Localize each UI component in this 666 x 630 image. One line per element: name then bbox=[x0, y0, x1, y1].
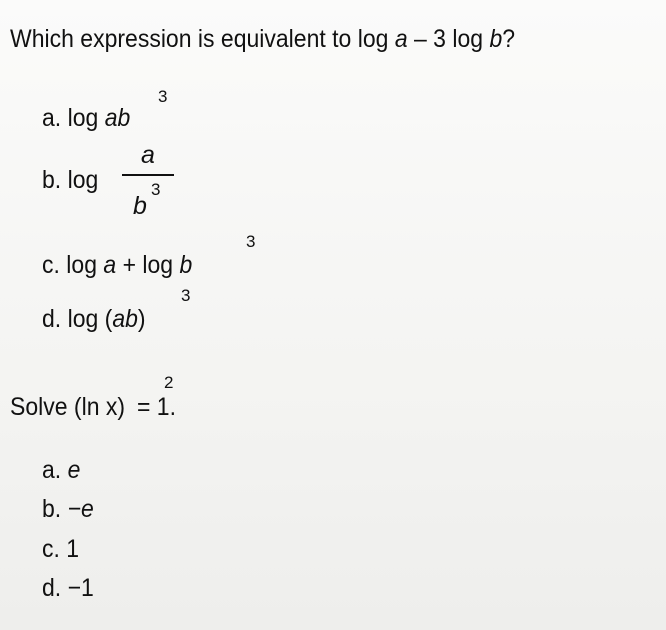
q2-prompt-text: Solve (ln x) bbox=[10, 393, 126, 421]
q1-prompt-text: Which expression is equivalent to log bbox=[10, 25, 395, 53]
q2-option-c bbox=[42, 534, 79, 564]
option-value: −e bbox=[67, 495, 94, 523]
q1-var-b: b bbox=[489, 25, 503, 53]
q1-var-a: a bbox=[394, 25, 408, 53]
option-letter: d. bbox=[42, 305, 62, 333]
log-plus-text: + log bbox=[116, 251, 180, 279]
option-var-b: b bbox=[179, 251, 193, 279]
option-value: 1 bbox=[66, 535, 80, 563]
exponent: 3 bbox=[181, 286, 191, 305]
option-letter: d. bbox=[42, 574, 62, 602]
fraction-denominator: b bbox=[133, 192, 147, 220]
log-text: log bbox=[66, 251, 104, 279]
option-letter: a. bbox=[42, 456, 62, 484]
exponent: 3 bbox=[246, 232, 256, 251]
question-2-prompt bbox=[10, 392, 176, 422]
q2-option-a bbox=[42, 455, 80, 485]
fraction-bar bbox=[122, 174, 174, 176]
option-expression: ab bbox=[104, 104, 131, 132]
option-letter: a. bbox=[42, 104, 62, 132]
q2-option-d bbox=[42, 573, 94, 603]
q1-minus-text: – 3 log bbox=[407, 25, 490, 53]
q1-question-mark: ? bbox=[502, 25, 516, 53]
q1-option-d bbox=[42, 304, 146, 334]
option-letter: c. bbox=[42, 251, 60, 279]
exponent: 2 bbox=[164, 373, 174, 392]
option-letter: b. bbox=[42, 166, 62, 194]
log-text: log ( bbox=[67, 305, 113, 333]
log-text: log bbox=[67, 166, 99, 194]
close-paren: ) bbox=[137, 305, 146, 333]
q1-option-c bbox=[42, 250, 192, 280]
log-text: log bbox=[67, 104, 99, 132]
q1-option-b bbox=[42, 165, 98, 195]
option-value: e bbox=[67, 456, 81, 484]
q1-option-a bbox=[42, 103, 130, 133]
option-letter: c. bbox=[42, 535, 60, 563]
exponent: 3 bbox=[151, 180, 161, 199]
fraction-numerator: a bbox=[141, 141, 155, 169]
option-var-a: a bbox=[103, 251, 117, 279]
q2-equals-text: = 1. bbox=[130, 393, 176, 421]
option-value: −1 bbox=[67, 574, 94, 602]
q2-option-b bbox=[42, 494, 94, 524]
question-1-prompt bbox=[10, 24, 515, 54]
option-expression: ab bbox=[112, 305, 138, 333]
exponent: 3 bbox=[158, 87, 168, 106]
option-letter: b. bbox=[42, 495, 62, 523]
